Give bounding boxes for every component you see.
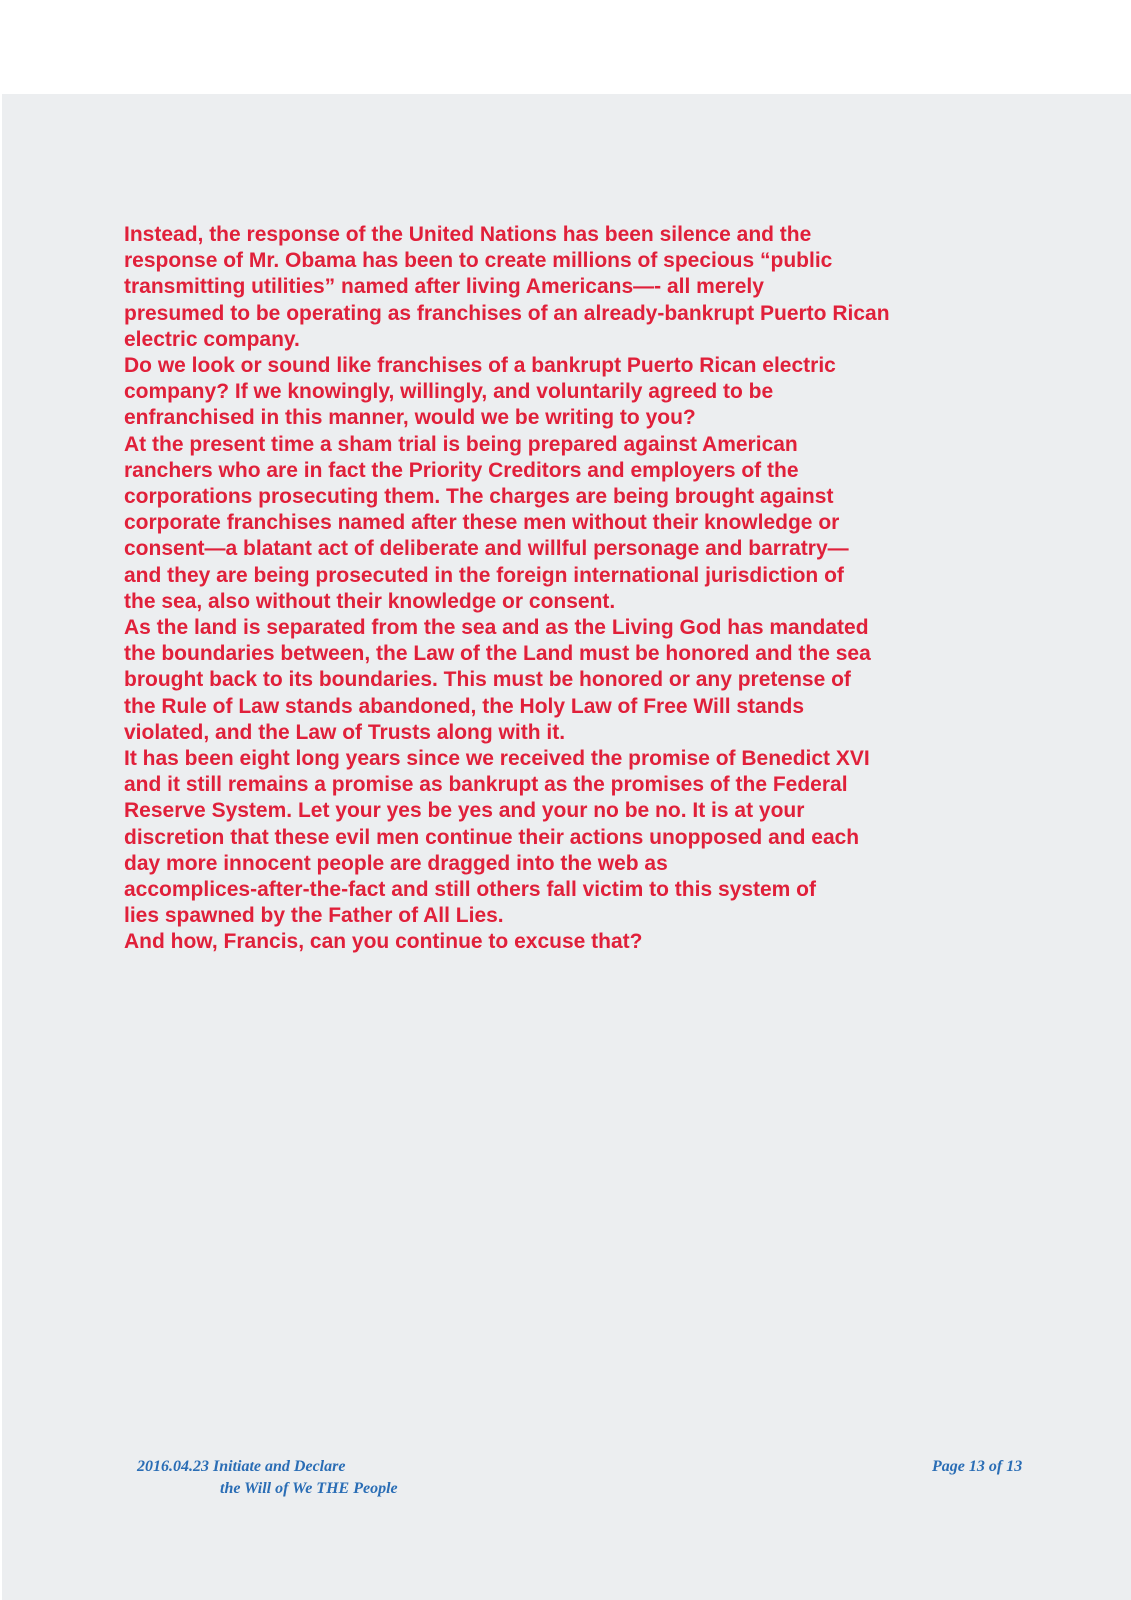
body-line: corporations prosecuting them. The charges are being brought against bbox=[124, 485, 834, 509]
body-line: discretion that these evil men continue their actions unopposed and each bbox=[124, 825, 860, 849]
body-line: Do we look or sound like franchises of a bankrupt Puerto Rican electric bbox=[124, 354, 836, 378]
body-line: As the land is separated from the sea and as the Living God has mandated bbox=[124, 616, 869, 640]
body-line: electric company. bbox=[124, 327, 300, 351]
body-line: the sea, also without their knowledge or consent. bbox=[124, 589, 616, 613]
body-line: corporate franchises named after these men without their knowledge or bbox=[124, 511, 840, 535]
body-line: and they are being prosecuted in the foreign international jurisdiction of bbox=[124, 563, 844, 587]
body-line: company? If we knowingly, willingly, and voluntarily agreed to be bbox=[124, 380, 774, 404]
body-line: response of Mr. Obama has been to create millions of specious “public bbox=[124, 249, 833, 273]
body-line: consent—a blatant act of deliberate and willful personage and barratry— bbox=[124, 537, 849, 561]
body-line: Instead, the response of the United Nations has been silence and the bbox=[124, 223, 812, 246]
body-text bbox=[124, 222, 1004, 956]
footer-title-line-2: the Will of We THE People bbox=[220, 1480, 398, 1497]
body-line: ranchers who are in fact the Priority Creditors and employers of the bbox=[124, 458, 799, 482]
body-line: the Rule of Law stands abandoned, the Holy Law of Free Will stands bbox=[124, 694, 805, 718]
body-line: accomplices-after-the-fact and still others fall victim to this system of bbox=[124, 878, 817, 902]
body-line: day more innocent people are dragged into the web as bbox=[124, 851, 668, 875]
body-line: At the present time a sham trial is being prepared against American bbox=[124, 432, 798, 456]
body-line: transmitting utilities” named after living Americans—- all merely bbox=[124, 275, 764, 299]
body-line: enfranchised in this manner, would we be writing to you? bbox=[124, 406, 696, 430]
page-number: Page 13 of 13 bbox=[932, 1458, 1023, 1475]
body-line: Reserve System. Let your yes be yes and your no be no. It is at your bbox=[124, 799, 805, 823]
body-line: brought back to its boundaries. This must be honored or any pretense of bbox=[124, 668, 851, 692]
body-line: And how, Francis, can you continue to excuse that? bbox=[124, 930, 643, 954]
body-line: presumed to be operating as franchises of an already-bankrupt Puerto Rican bbox=[124, 301, 890, 325]
body-line: violated, and the Law of Trusts along with it. bbox=[124, 720, 566, 744]
body-line: It has been eight long years since we received the promise of Benedict XVI bbox=[124, 747, 870, 771]
footer-document-title bbox=[137, 1456, 398, 1500]
body-line: lies spawned by the Father of All Lies. bbox=[124, 904, 504, 928]
body-line: the boundaries between, the Law of the Land must be honored and the sea bbox=[124, 642, 871, 666]
document-page bbox=[2, 94, 1131, 1600]
body-line: and it still remains a promise as bankrupt as the promises of the Federal bbox=[124, 773, 848, 797]
footer-title-line-1: 2016.04.23 Initiate and Declare bbox=[137, 1458, 346, 1475]
